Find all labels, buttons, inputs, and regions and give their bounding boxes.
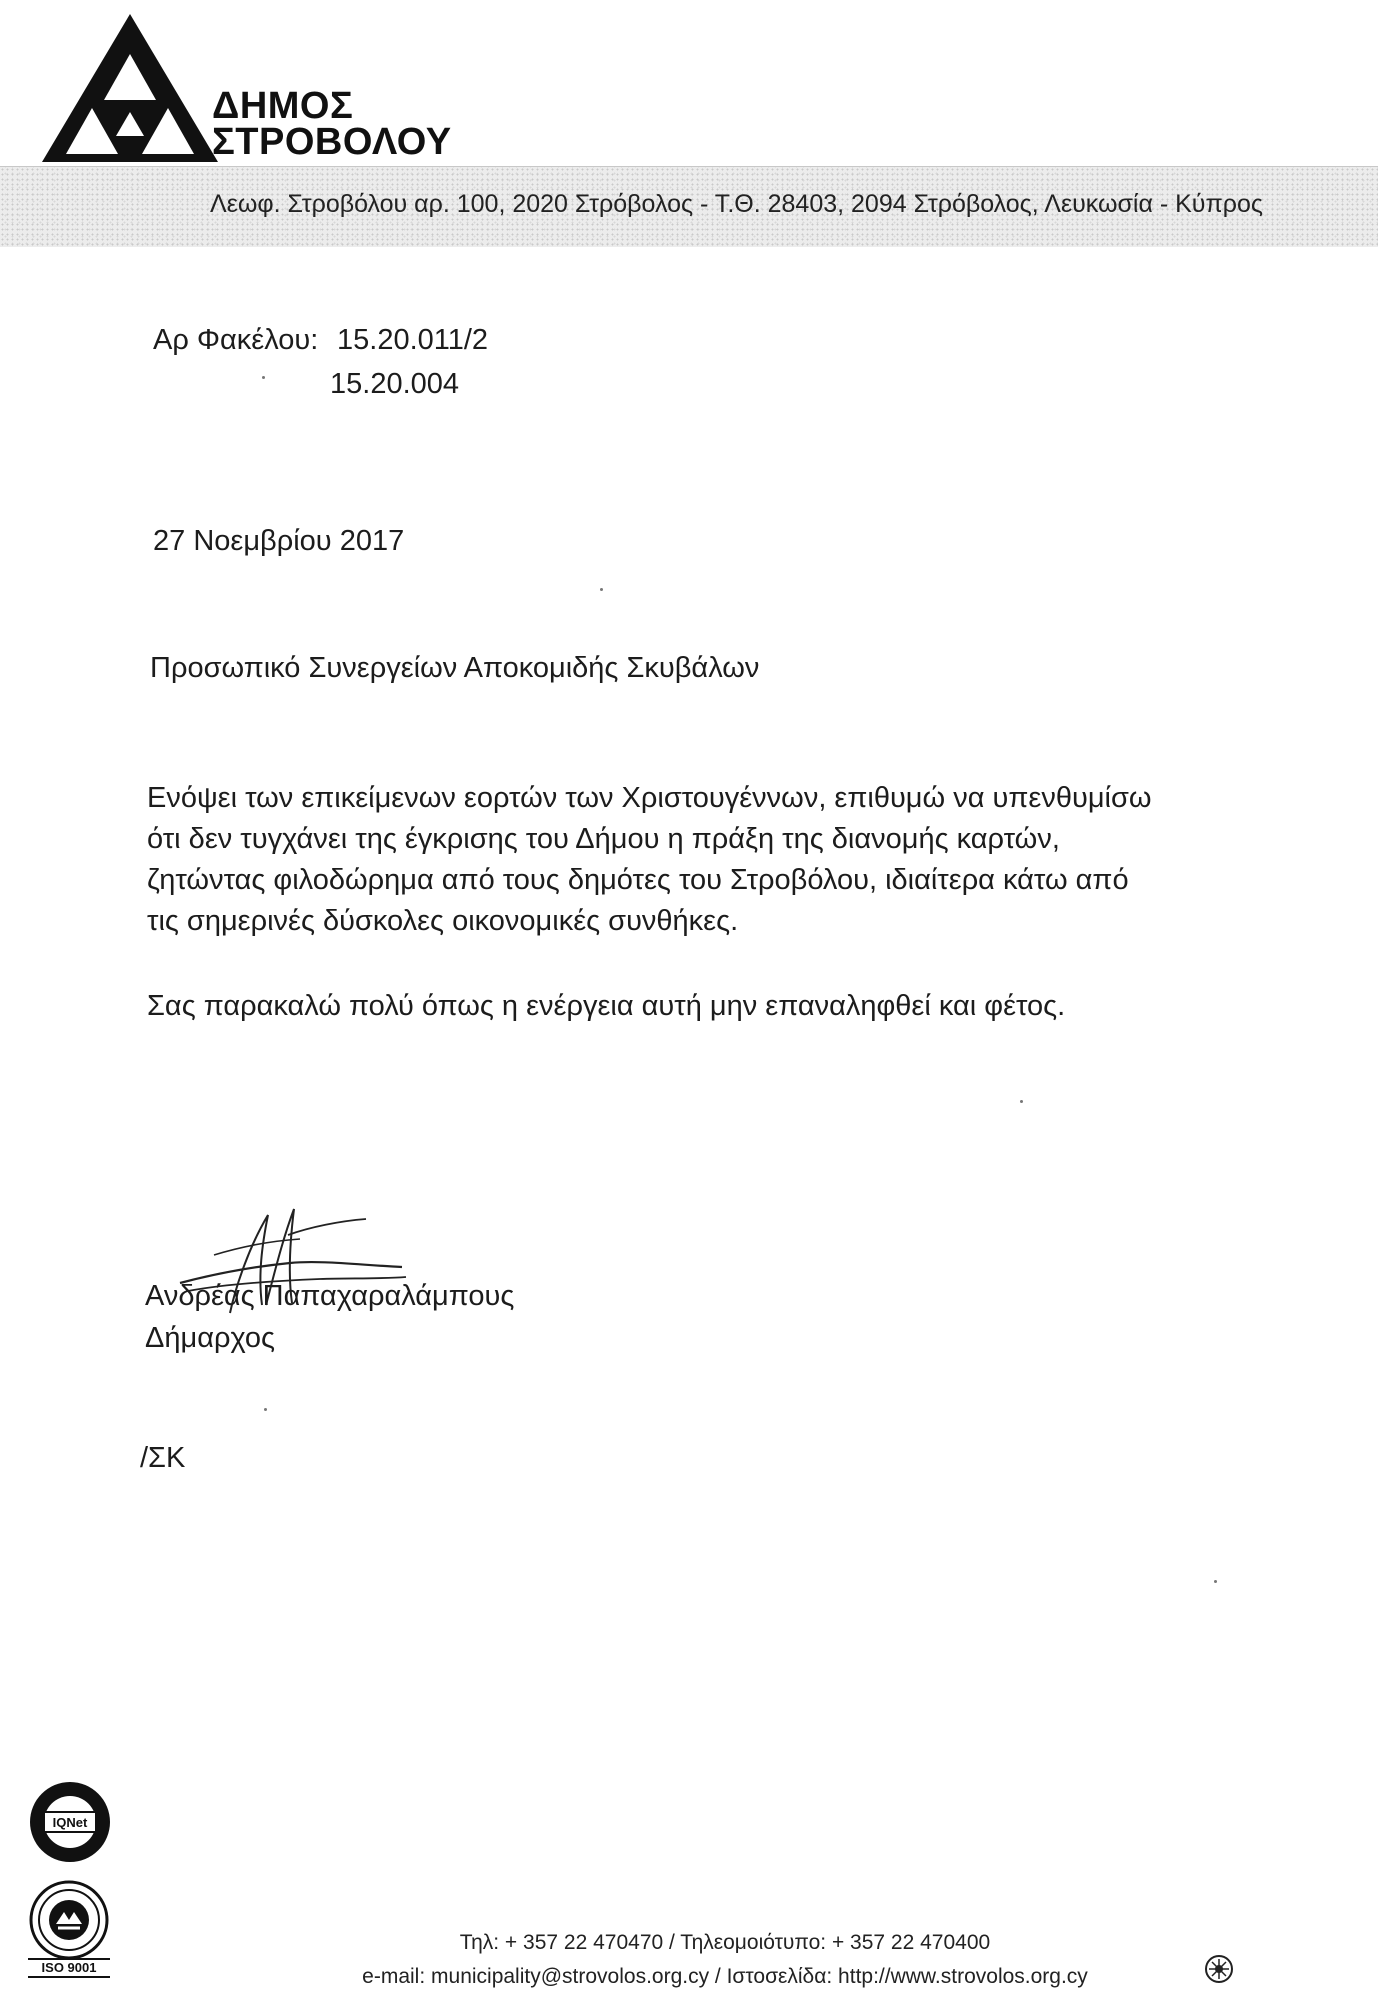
file-reference-value: 15.20.011/2 [337, 324, 489, 356]
body-line: ότι δεν τυγχάνει της έγκρισης του Δήμου η πράξη της διανομής καρτών, [147, 823, 1060, 855]
municipality-logo [40, 12, 220, 164]
scan-speck [1214, 1580, 1217, 1583]
file-reference-value: 15.20.004 [330, 368, 460, 400]
footer-emblem-icon [1204, 1954, 1234, 1984]
body-line: Ενόψει των επικείμενων εορτών των Χριστουγέννων, επιθυμώ να υπενθυμίσω [147, 782, 1152, 814]
scan-speck [264, 1408, 267, 1411]
body-line: τις σημερινές δύσκολες οικονομικές συνθήκες. [147, 905, 739, 937]
signer-name: Ανδρέας Παπαχαραλάμπους [145, 1280, 515, 1312]
letterhead-address: Λεωφ. Στροβόλου αρ. 100, 2020 Στρόβολος - Τ.Θ. 28403, 2094 Στρόβολος, Λευκωσία - Κύπρος [210, 190, 1263, 218]
reference-initials: /ΣΚ [140, 1442, 186, 1474]
contact-email-website: e-mail: municipality@strovolos.org.cy / Ιστοσελίδα: http://www.strovolos.org.cy [362, 1965, 1088, 1988]
scan-speck [262, 376, 265, 379]
contact-phone-fax: Τηλ: + 357 22 470470 / Τηλεομοιότυπο: + 357 22 470400 [459, 1931, 991, 1954]
contact-footer [300, 1926, 1150, 1994]
letter-date: 27 Νοεμβρίου 2017 [153, 525, 405, 557]
iqnet-certification-badge [28, 1780, 112, 1864]
recipient: Προσωπικό Συνεργείων Αποκομιδής Σκυβάλων [150, 652, 760, 684]
iqnet-badge-text: IQNet [52, 1815, 88, 1830]
org-name-line1: ΔΗΜΟΣ [212, 85, 354, 127]
iso-9001-label: ISO 9001 [28, 1958, 110, 1978]
body-paragraph-1 [147, 778, 1247, 942]
org-name-line2: ΣΤΡΟΒΟΛΟΥ [212, 121, 452, 163]
file-reference [153, 318, 488, 406]
signer-block [145, 1275, 514, 1359]
signer-title: Δήμαρχος [145, 1322, 276, 1354]
file-reference-label: Αρ Φακέλου: [153, 324, 319, 356]
body-line: ζητώντας φιλοδώρημα από τους δημότες του Στροβόλου, ιδιαίτερα κάτω από [147, 864, 1129, 896]
scan-speck [1020, 1100, 1023, 1103]
body-paragraph-2: Σας παρακαλώ πολύ όπως η ενέργεια αυτή μην επαναληφθεί και φέτος. [147, 990, 1066, 1022]
scan-speck [600, 588, 603, 591]
municipality-name [212, 85, 452, 163]
